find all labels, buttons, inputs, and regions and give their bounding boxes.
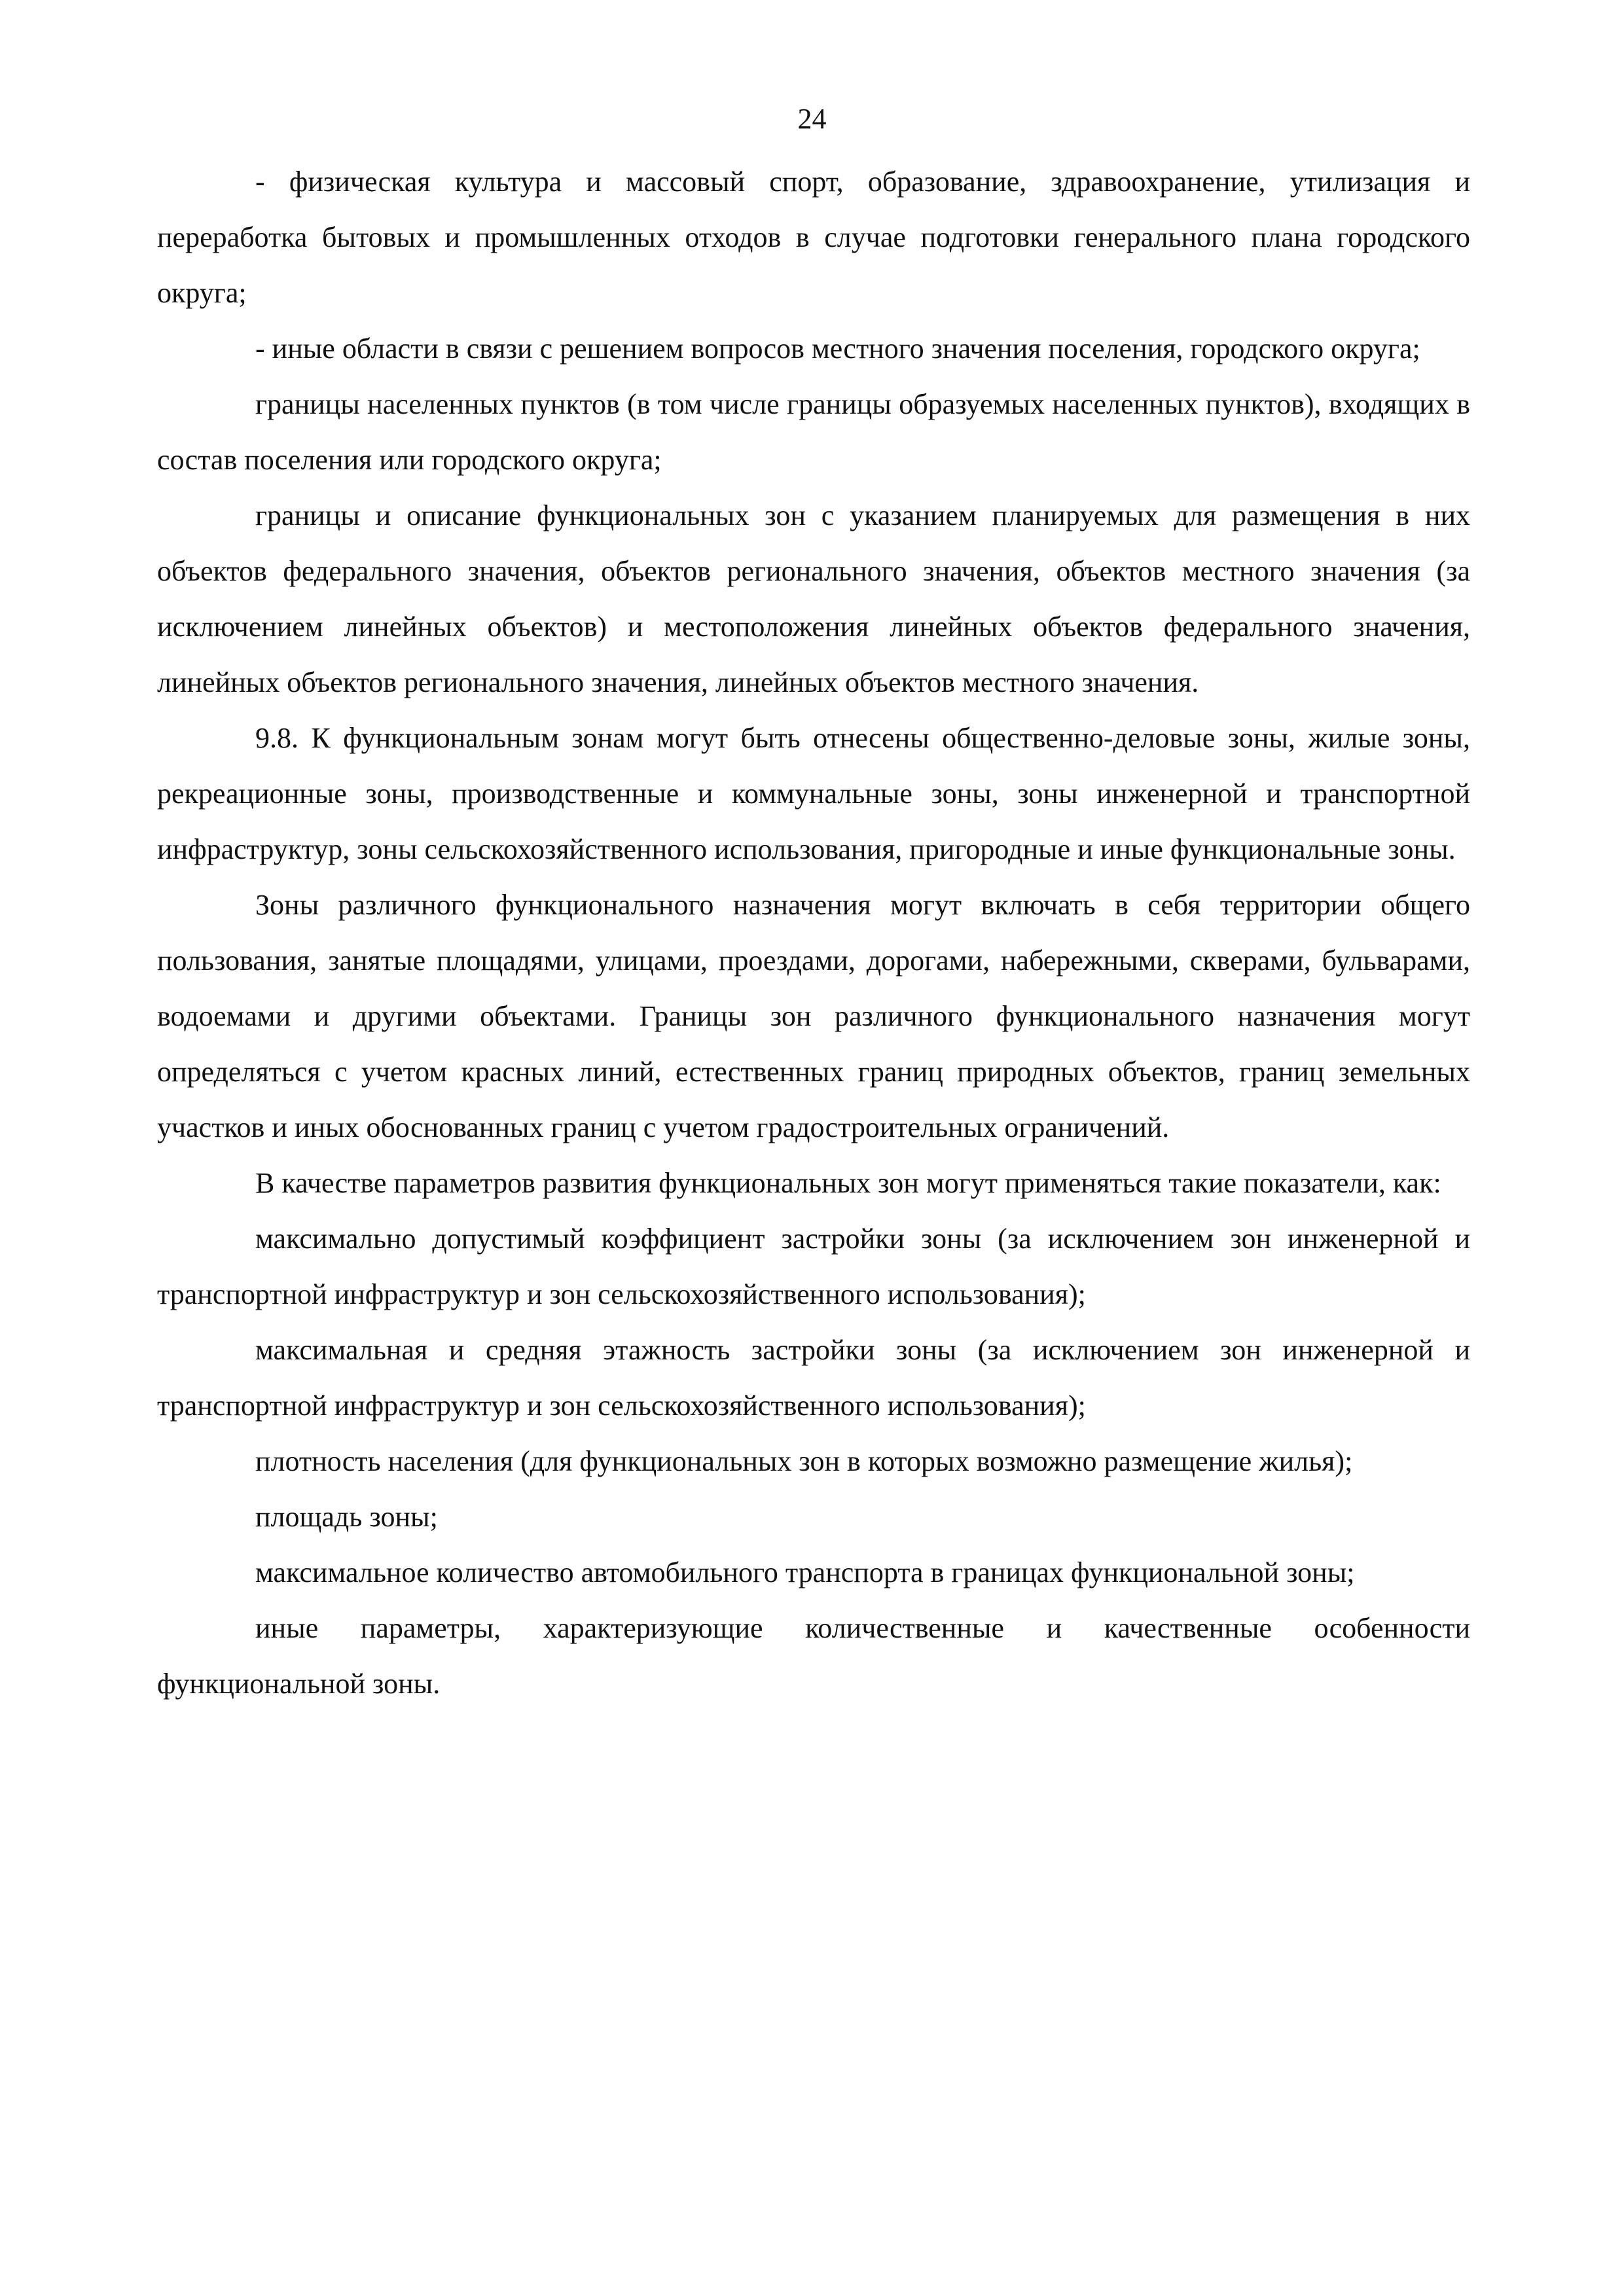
list-item-vehicle-count: максимальное количество автомобильного транспорта в границах функциональной зоны; [255,1556,1355,1588]
paragraph-development-parameters: В качестве параметров развития функциональных зон могут применяться такие показатели, как: [255,1167,1441,1199]
paragraph-other-areas: - иные области в связи с решением вопросов местного значения поселения, городского округа; [255,332,1420,365]
page-number: 24 [797,103,827,135]
paragraph-physical-culture: - физическая культура и массовый спорт, образование, здравоохранение, утилизация и переработка бытовых и промышленных отходов в случае подготовки генерального плана городского округа; [157,166,1470,309]
list-item-other-parameters: иные параметры, характеризующие количественные и качественные особенности функциональной зоны. [157,1612,1470,1700]
paragraph-functional-zones-description: границы и описание функциональных зон с указанием планируемых для размещения в них объектов федерального значения, объектов регионального значения, объектов местного значения (за исключением линейных объектов) и местоположения линейных объектов федерального значения, линейных объектов регионального значения, линейных объектов местного значения. [157,499,1470,698]
list-item-zone-area: площадь зоны; [255,1501,438,1533]
paragraph-settlement-boundaries: границы населенных пунктов (в том числе границы образуемых населенных пунктов), входящих в состав поселения или городского округа; [157,388,1470,476]
document-body [157,154,1470,1712]
paragraph-zone-territories: Зоны различного функционального назначения могут включать в себя территории общего пользования, занятые площадями, улицами, проездами, дорогами, набережными, скверами, бульварами, водоемами и другими объектами. Границы зон различного функционального назначения могут определяться с учетом красных линий, естественных границ природных объектов, границ земельных участков и иных обоснованных границ с учетом градостроительных ограничений. [157,889,1470,1143]
list-item-population-density: плотность населения (для функциональных зон в которых возможно размещение жилья); [255,1445,1353,1477]
paragraph-section-9-8: 9.8. К функциональным зонам могут быть отнесены общественно-деловые зоны, жилые зоны, рекреационные зоны, производственные и коммунальные зоны, зоны инженерной и транспортной инфраструктур, зоны сельскохозяйственного использования, пригородные и иные функциональные зоны. [157,722,1470,865]
list-item-building-coefficient: максимально допустимый коэффициент застройки зоны (за исключением зон инженерной и транспортной инфраструктур и зон сельскохозяйственного использования); [157,1223,1470,1310]
list-item-storey-count: максимальная и средняя этажность застройки зоны (за исключением зон инженерной и транспортной инфраструктур и зон сельскохозяйственного использования); [157,1334,1470,1422]
